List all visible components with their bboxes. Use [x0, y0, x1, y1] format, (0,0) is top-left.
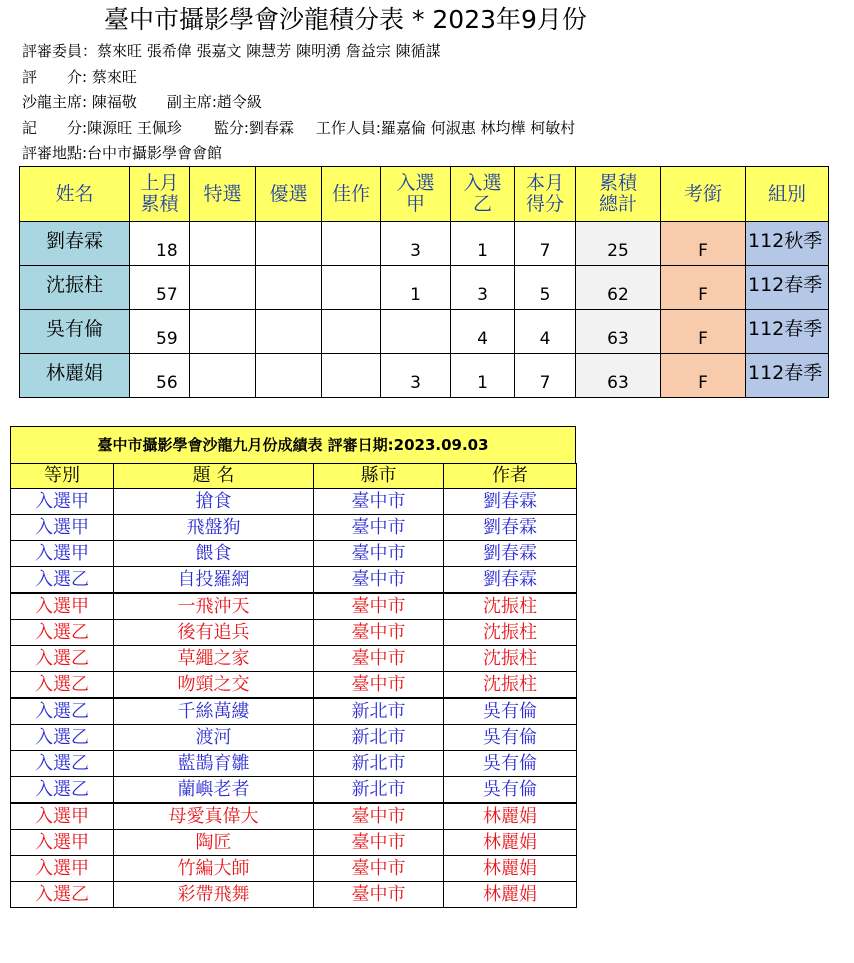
results-cell-grade: 入選甲	[11, 593, 114, 620]
score-cell-b: 4	[451, 310, 515, 354]
score-cell-a	[381, 310, 451, 354]
record-line	[22, 118, 575, 139]
results-cell-work: 吻頸之交	[114, 672, 314, 699]
results-cell-city: 新北市	[314, 725, 444, 751]
results-cell-work: 陶匠	[114, 830, 314, 856]
results-cell-author: 劉春霖	[444, 567, 577, 594]
results-cell-grade: 入選乙	[11, 567, 114, 594]
results-header-cell: 縣市	[314, 464, 444, 489]
results-cell-grade: 入選甲	[11, 856, 114, 882]
results-row	[11, 856, 577, 882]
score-cell-b: 1	[451, 354, 515, 398]
results-cell-author: 林麗娟	[444, 856, 577, 882]
results-title: 臺中市攝影學會沙龍九月份成績表 評審日期:2023.09.03	[10, 426, 576, 463]
results-row	[11, 672, 577, 699]
score-header-cell: 入選 甲	[381, 167, 451, 222]
results-header-cell: 等別	[11, 464, 114, 489]
results-cell-grade: 入選甲	[11, 489, 114, 515]
score-cell-total: 63	[576, 310, 661, 354]
results-table	[10, 463, 577, 908]
results-cell-work: 後有追兵	[114, 620, 314, 646]
results-row	[11, 515, 577, 541]
results-cell-work: 搶食	[114, 489, 314, 515]
score-cell-name: 吳有倫	[20, 310, 130, 354]
chair-line	[22, 92, 262, 113]
score-table	[19, 166, 829, 398]
score-cell-merit	[322, 266, 381, 310]
score-cell-month: 5	[515, 266, 576, 310]
results-cell-grade: 入選甲	[11, 515, 114, 541]
results-cell-grade: 入選甲	[11, 830, 114, 856]
score-header-cell: 上月 累積	[130, 167, 190, 222]
results-row	[11, 593, 577, 620]
results-cell-city: 臺中市	[314, 541, 444, 567]
results-cell-city: 臺中市	[314, 489, 444, 515]
results-row	[11, 751, 577, 777]
results-cell-grade: 入選乙	[11, 672, 114, 699]
staff: 工作人員:羅嘉倫 何淑惠 林均樺 柯敏村	[315, 119, 576, 137]
score-cell-group: 112春季	[746, 354, 829, 398]
results-cell-work: 千絲萬縷	[114, 698, 314, 725]
results-cell-grade: 入選乙	[11, 646, 114, 672]
intro-line	[22, 67, 137, 88]
score-cell-month: 4	[515, 310, 576, 354]
results-cell-author: 吳有倫	[444, 725, 577, 751]
results-cell-work: 一飛沖天	[114, 593, 314, 620]
score-cell-a: 3	[381, 354, 451, 398]
score-row	[20, 266, 829, 310]
results-cell-author: 沈振柱	[444, 646, 577, 672]
score-cell-name: 林麗娟	[20, 354, 130, 398]
score-cell-merit	[322, 310, 381, 354]
results-row	[11, 567, 577, 594]
score-cell-exam: F	[661, 222, 746, 266]
score-cell-excellent	[256, 310, 322, 354]
results-row	[11, 725, 577, 751]
score-cell-group: 112春季	[746, 266, 829, 310]
score-header-cell: 累積 總計	[576, 167, 661, 222]
results-row	[11, 803, 577, 830]
results-row	[11, 777, 577, 804]
supervisor: 監分:劉春霖	[213, 119, 294, 137]
chair: 沙龍主席: 陳福敬	[22, 93, 137, 111]
results-cell-author: 沈振柱	[444, 593, 577, 620]
score-cell-special	[190, 354, 256, 398]
results-row	[11, 620, 577, 646]
results-cell-city: 新北市	[314, 751, 444, 777]
score-cell-excellent	[256, 354, 322, 398]
results-cell-author: 劉春霖	[444, 515, 577, 541]
results-cell-author: 吳有倫	[444, 698, 577, 725]
score-header-cell: 入選 乙	[451, 167, 515, 222]
score-cell-prev: 18	[130, 222, 190, 266]
results-cell-city: 臺中市	[314, 567, 444, 594]
results-row	[11, 489, 577, 515]
results-cell-work: 蘭嶼老者	[114, 777, 314, 804]
results-cell-author: 林麗娟	[444, 830, 577, 856]
score-header-cell: 佳作	[322, 167, 381, 222]
score-cell-name: 劉春霖	[20, 222, 130, 266]
results-cell-city: 臺中市	[314, 830, 444, 856]
results-cell-work: 餵食	[114, 541, 314, 567]
results-header-cell: 作者	[444, 464, 577, 489]
judges-line: 評審委員：蔡來旺 張希偉 張嘉文 陳慧芳 陳明湧 詹益宗 陳循謀	[22, 42, 441, 60]
record-label: 記	[22, 119, 38, 137]
score-cell-special	[190, 222, 256, 266]
score-row	[20, 222, 829, 266]
results-header-row	[11, 464, 577, 489]
score-cell-month: 7	[515, 222, 576, 266]
score-cell-prev: 57	[130, 266, 190, 310]
score-cell-a: 1	[381, 266, 451, 310]
score-row	[20, 310, 829, 354]
results-cell-author: 沈振柱	[444, 620, 577, 646]
score-cell-excellent	[256, 222, 322, 266]
score-row	[20, 354, 829, 398]
venue-line: 評審地點:台中市攝影學會會館	[22, 144, 223, 162]
score-cell-group: 112秋季	[746, 222, 829, 266]
results-cell-work: 渡河	[114, 725, 314, 751]
score-header-cell: 姓名	[20, 167, 130, 222]
score-cell-name: 沈振柱	[20, 266, 130, 310]
score-cell-month: 7	[515, 354, 576, 398]
results-cell-work: 草繩之家	[114, 646, 314, 672]
results-cell-city: 臺中市	[314, 856, 444, 882]
results-cell-author: 劉春霖	[444, 489, 577, 515]
results-cell-city: 臺中市	[314, 593, 444, 620]
results-cell-city: 臺中市	[314, 646, 444, 672]
score-cell-special	[190, 310, 256, 354]
results-cell-work: 藍鵲育雛	[114, 751, 314, 777]
record-value: 分:陳源旺 王佩珍	[67, 119, 182, 137]
results-cell-grade: 入選乙	[11, 751, 114, 777]
page-title: 臺中市攝影學會沙龍積分表 * 2023年9月份	[104, 5, 587, 34]
results-cell-grade: 入選乙	[11, 777, 114, 804]
results-cell-work: 飛盤狗	[114, 515, 314, 541]
score-header-cell: 優選	[256, 167, 322, 222]
results-cell-author: 林麗娟	[444, 882, 577, 908]
intro-value: 介: 蔡來旺	[67, 68, 137, 86]
results-row	[11, 541, 577, 567]
score-cell-a: 3	[381, 222, 451, 266]
score-cell-merit	[322, 354, 381, 398]
intro-label: 評	[22, 68, 38, 86]
results-row	[11, 646, 577, 672]
results-cell-author: 吳有倫	[444, 777, 577, 804]
results-cell-grade: 入選乙	[11, 698, 114, 725]
results-cell-author: 沈振柱	[444, 672, 577, 699]
score-header-cell: 組別	[746, 167, 829, 222]
results-cell-city: 臺中市	[314, 803, 444, 830]
results-cell-work: 母愛真偉大	[114, 803, 314, 830]
results-cell-city: 臺中市	[314, 672, 444, 699]
score-cell-prev: 59	[130, 310, 190, 354]
score-header-cell: 本月 得分	[515, 167, 576, 222]
results-row	[11, 698, 577, 725]
score-cell-total: 25	[576, 222, 661, 266]
results-cell-grade: 入選乙	[11, 620, 114, 646]
score-cell-group: 112春季	[746, 310, 829, 354]
results-row	[11, 830, 577, 856]
score-header-cell: 考銜	[661, 167, 746, 222]
results-cell-work: 彩帶飛舞	[114, 882, 314, 908]
results-cell-work: 竹編大師	[114, 856, 314, 882]
results-cell-grade: 入選乙	[11, 882, 114, 908]
results-cell-work: 自投羅網	[114, 567, 314, 594]
results-cell-city: 臺中市	[314, 515, 444, 541]
results-cell-grade: 入選乙	[11, 725, 114, 751]
results-header-cell: 題 名	[114, 464, 314, 489]
results-cell-city: 臺中市	[314, 620, 444, 646]
results-cell-author: 吳有倫	[444, 751, 577, 777]
results-cell-city: 臺中市	[314, 882, 444, 908]
score-cell-exam: F	[661, 354, 746, 398]
score-cell-merit	[322, 222, 381, 266]
score-cell-total: 62	[576, 266, 661, 310]
results-cell-author: 劉春霖	[444, 541, 577, 567]
score-cell-b: 1	[451, 222, 515, 266]
score-cell-total: 63	[576, 354, 661, 398]
score-cell-special	[190, 266, 256, 310]
results-section	[10, 426, 576, 908]
results-cell-grade: 入選甲	[11, 803, 114, 830]
score-cell-prev: 56	[130, 354, 190, 398]
results-cell-city: 新北市	[314, 698, 444, 725]
results-cell-grade: 入選甲	[11, 541, 114, 567]
score-header-row	[20, 167, 829, 222]
results-cell-city: 新北市	[314, 777, 444, 804]
score-cell-exam: F	[661, 310, 746, 354]
vice-chair: 副主席:趙令級	[166, 93, 262, 111]
results-row	[11, 882, 577, 908]
results-cell-author: 林麗娟	[444, 803, 577, 830]
score-cell-exam: F	[661, 266, 746, 310]
score-cell-b: 3	[451, 266, 515, 310]
score-cell-excellent	[256, 266, 322, 310]
score-header-cell: 特選	[190, 167, 256, 222]
